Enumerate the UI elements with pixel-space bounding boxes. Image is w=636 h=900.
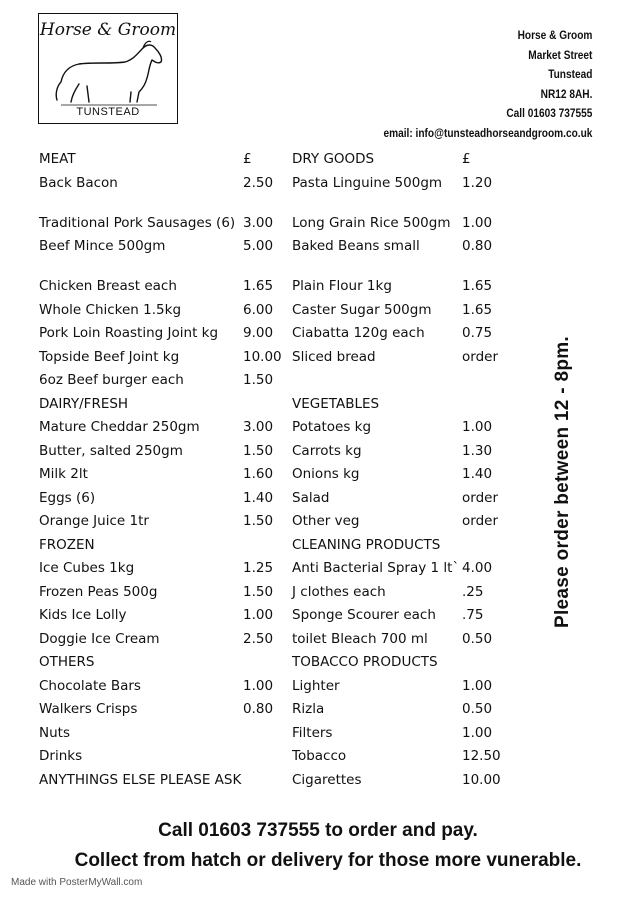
item-name: Other veg	[292, 513, 360, 529]
item-name: Topside Beef Joint kg	[39, 348, 180, 365]
item-price: 0.75	[462, 325, 493, 341]
list-item	[39, 722, 289, 746]
list-item	[292, 369, 532, 393]
item-price: 1.50	[243, 372, 274, 388]
item-price: 1.00	[462, 724, 493, 741]
list-item	[292, 299, 532, 323]
list-item	[39, 172, 289, 196]
item-price: 1.00	[462, 214, 493, 231]
list-item	[292, 675, 532, 699]
item-name: Onions kg	[292, 466, 360, 482]
logo	[38, 13, 178, 124]
item-price: 10.00	[243, 348, 282, 365]
item-price: 1.00	[462, 419, 493, 435]
logo-title: Horse & Groom	[39, 20, 177, 40]
list-item	[39, 322, 289, 346]
item-name: Chocolate Bars	[39, 677, 141, 694]
list-item	[292, 745, 532, 769]
list-spacer	[292, 259, 532, 276]
item-name: Ciabatta 120g each	[292, 325, 425, 341]
list-item	[39, 440, 289, 464]
list-item	[292, 510, 532, 534]
list-item	[292, 604, 532, 628]
list-item	[292, 581, 532, 605]
list-item	[39, 369, 289, 393]
list-item	[39, 416, 289, 440]
list-item	[292, 651, 532, 675]
item-price: 9.00	[243, 325, 274, 341]
address-street: Market Street	[527, 49, 592, 62]
item-name: Caster Sugar 500gm	[292, 301, 432, 318]
item-name: Nuts	[39, 724, 70, 741]
item-name: Ice Cubes 1kg	[39, 560, 135, 576]
item-price: 5.00	[243, 238, 274, 254]
item-name: Doggie Ice Cream	[39, 630, 160, 647]
item-name: DAIRY/FRESH	[39, 395, 129, 412]
made-with-credit: Made with PosterMyWall.com	[11, 877, 143, 888]
item-price: 1.50	[243, 442, 274, 459]
footer-call-line: Call 01603 737555 to order and pay.	[158, 820, 478, 841]
list-item	[39, 604, 289, 628]
item-price: 0.50	[462, 701, 493, 717]
item-name: Carrots kg	[292, 442, 362, 459]
item-name: Kids Ice Lolly	[39, 607, 127, 623]
list-item	[39, 651, 289, 675]
list-item	[39, 487, 289, 511]
item-price: 3.00	[243, 214, 274, 231]
item-name: Drinks	[39, 748, 83, 764]
item-name: Back Bacon	[39, 174, 118, 191]
item-price: 12.50	[462, 748, 501, 764]
item-price: £	[462, 151, 471, 167]
list-item	[39, 557, 289, 581]
address-postcode: NR12 8AH.	[540, 88, 592, 101]
item-name: DRY GOODS	[292, 151, 375, 167]
list-item	[292, 393, 532, 417]
item-price: 1.40	[243, 489, 274, 506]
item-name: ANYTHINGS ELSE PLEASE ASK	[39, 771, 242, 788]
item-name: VEGETABLES	[292, 395, 380, 412]
item-name: OTHERS	[39, 654, 95, 670]
item-name: CLEANING PRODUCTS	[292, 536, 441, 553]
list-item	[292, 769, 532, 793]
list-item	[39, 745, 289, 769]
item-name: Baked Beans small	[292, 238, 420, 254]
list-item	[39, 275, 289, 299]
item-price: 2.50	[243, 630, 274, 647]
item-price: 10.00	[462, 771, 501, 788]
item-name: Tobacco	[292, 748, 347, 764]
item-price: 1.00	[462, 677, 493, 694]
right-price-list	[292, 148, 532, 792]
item-price: 0.80	[462, 238, 493, 254]
item-price: 0.80	[243, 701, 274, 717]
list-item	[39, 346, 289, 370]
item-price: 0.50	[462, 630, 493, 647]
item-price: 1.65	[243, 278, 274, 294]
logo-town: TUNSTEAD	[76, 106, 140, 118]
item-price: 2.50	[243, 174, 274, 191]
item-price: 1.40	[462, 466, 493, 482]
item-name: J clothes each	[292, 583, 386, 600]
item-price: .75	[462, 607, 484, 623]
list-spacer	[39, 195, 289, 212]
list-item	[292, 722, 532, 746]
item-price: 1.50	[243, 583, 274, 600]
item-name: Sliced bread	[292, 348, 376, 365]
item-name: Filters	[292, 724, 333, 741]
list-item	[292, 534, 532, 558]
list-item	[292, 557, 532, 581]
list-item	[39, 235, 289, 259]
item-name: Orange Juice 1tr	[39, 513, 149, 529]
item-price: 1.65	[462, 301, 493, 318]
list-spacer	[292, 195, 532, 212]
list-item	[292, 172, 532, 196]
list-item	[39, 463, 289, 487]
item-name: Lighter	[292, 677, 340, 694]
item-price: 3.00	[243, 419, 274, 435]
list-item	[39, 628, 289, 652]
item-name: Whole Chicken 1.5kg	[39, 301, 182, 318]
item-price: order	[462, 513, 498, 529]
item-price: 1.30	[462, 442, 493, 459]
item-price: order	[462, 348, 498, 365]
list-item	[39, 581, 289, 605]
item-price: order	[462, 489, 498, 506]
list-item	[39, 769, 289, 793]
list-item	[39, 393, 289, 417]
list-item	[292, 148, 532, 172]
item-name: Plain Flour 1kg	[292, 278, 392, 294]
list-spacer	[39, 259, 289, 276]
item-price: 1.25	[243, 560, 274, 576]
item-name: Walkers Crisps	[39, 701, 138, 717]
list-item	[292, 698, 532, 722]
order-hours-note: Please order between 12 - 8pm.	[552, 335, 573, 629]
item-price: 4.00	[462, 560, 493, 576]
address-block	[383, 27, 592, 144]
item-price: 1.00	[243, 607, 274, 623]
item-name: TOBACCO PRODUCTS	[292, 654, 438, 670]
address-name: Horse & Groom	[517, 30, 592, 42]
item-name: Beef Mince 500gm	[39, 238, 166, 254]
list-item	[39, 534, 289, 558]
item-name: Mature Cheddar 250gm	[39, 419, 200, 435]
item-name: FROZEN	[39, 536, 95, 553]
item-name: Pork Loin Roasting Joint kg	[39, 325, 219, 341]
item-name: Cigarettes	[292, 771, 362, 788]
list-item	[39, 510, 289, 534]
item-name: Traditional Pork Sausages (6)	[39, 214, 236, 231]
item-price: 1.50	[243, 513, 274, 529]
list-item	[292, 487, 532, 511]
list-item	[292, 440, 532, 464]
item-name: Long Grain Rice 500gm	[292, 214, 451, 231]
item-name: Chicken Breast each	[39, 278, 177, 294]
list-item	[39, 212, 289, 236]
item-price: .25	[462, 583, 484, 600]
item-price: 1.65	[462, 278, 493, 294]
list-item	[292, 235, 532, 259]
list-item	[39, 698, 289, 722]
address-phone: Call 01603 737555	[505, 108, 592, 120]
item-name: MEAT	[39, 151, 76, 167]
item-name: Pasta Linguine 500gm	[292, 174, 443, 191]
item-name: Salad	[292, 489, 330, 506]
list-item	[292, 628, 532, 652]
item-name: Milk 2lt	[39, 466, 88, 482]
item-name: toilet Bleach 700 ml	[292, 630, 428, 647]
list-item	[292, 346, 532, 370]
list-item	[292, 212, 532, 236]
item-name: Butter, salted 250gm	[39, 442, 183, 459]
item-name: Frozen Peas 500g	[39, 583, 158, 600]
left-price-list	[39, 148, 289, 792]
list-item	[39, 148, 289, 172]
item-name: Eggs (6)	[39, 489, 96, 506]
item-name: 6oz Beef burger each	[39, 372, 184, 388]
item-price: 6.00	[243, 301, 274, 318]
item-price: 1.00	[243, 677, 274, 694]
address-town: Tunstead	[547, 69, 592, 81]
list-item	[292, 463, 532, 487]
footer-collect-line: Collect from hatch or delivery for those more vunerable.	[74, 850, 582, 871]
item-name: Rizla	[292, 701, 325, 717]
list-item	[39, 675, 289, 699]
list-item	[292, 416, 532, 440]
list-item	[292, 322, 532, 346]
list-item	[292, 275, 532, 299]
address-email: email: info@tunsteadhorseandgroom.co.uk	[383, 127, 592, 140]
item-name: Potatoes kg	[292, 419, 372, 435]
item-price: 1.20	[462, 174, 493, 191]
list-item	[39, 299, 289, 323]
item-name: Anti Bacterial Spray 1 lt`	[292, 560, 460, 576]
item-price: £	[243, 151, 252, 167]
item-name: Sponge Scourer each	[292, 607, 436, 623]
item-price: 1.60	[243, 466, 274, 482]
